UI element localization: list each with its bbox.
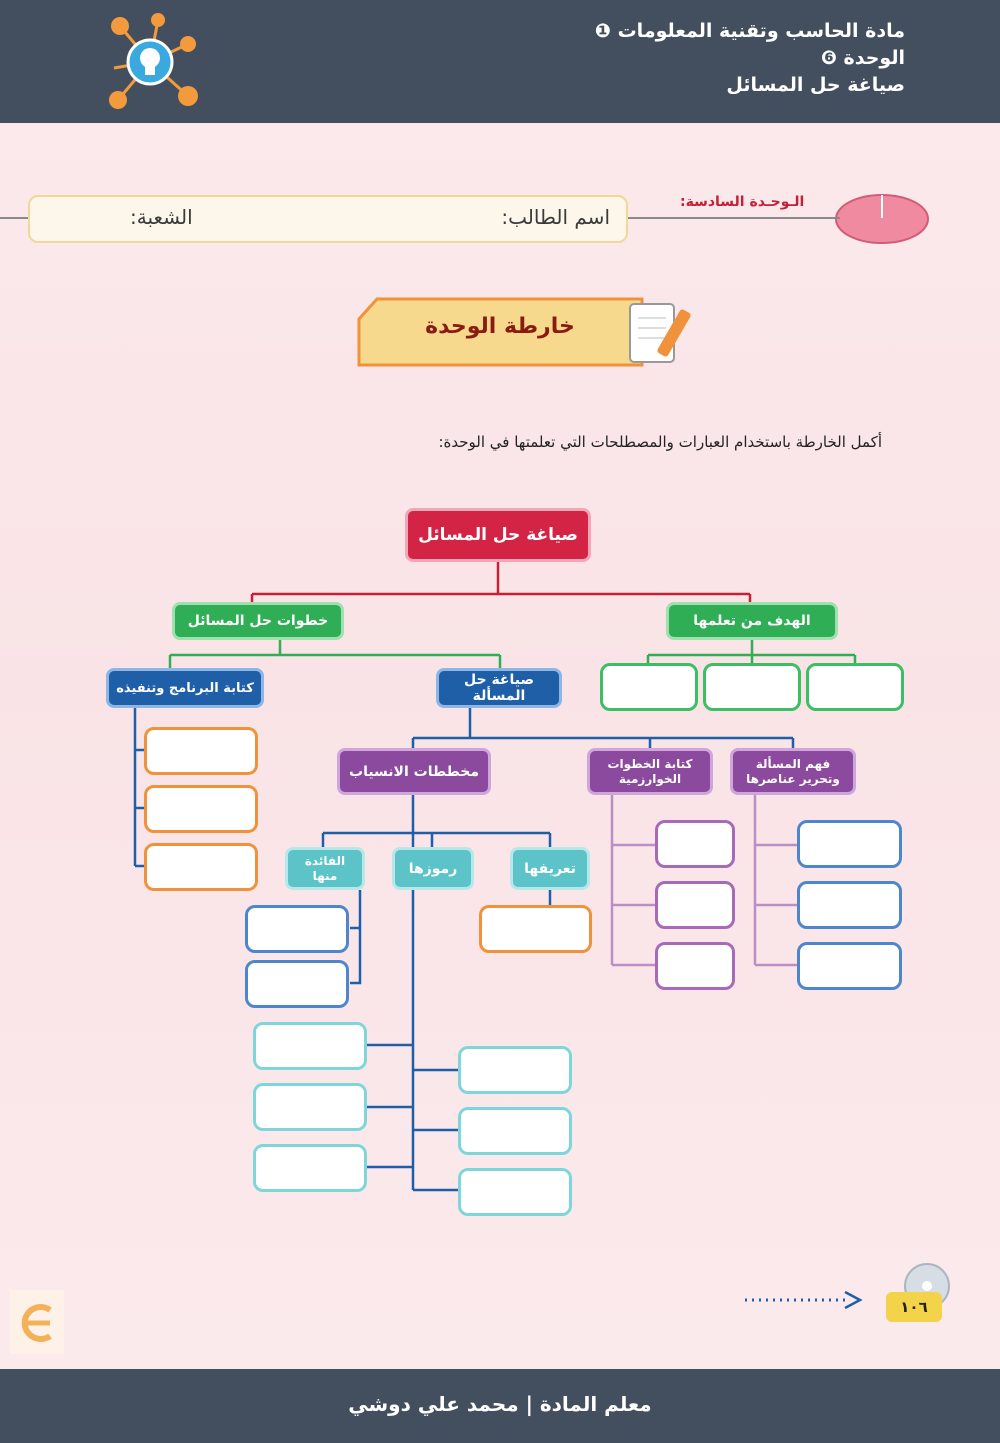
symbols-blank-left-1[interactable] [253,1022,367,1070]
map-symbols-node: رموزها [392,847,474,890]
unit-label: الـوحـدة السادسة: [680,194,805,210]
symbols-blank-right-2[interactable] [458,1107,572,1155]
algorithm-blank-1[interactable] [655,820,735,868]
map-flowchart-node: مخططات الانسياب [337,748,491,795]
publisher-logo-icon [10,1290,64,1354]
map-root-node: صياغة حل المسائل [405,508,591,562]
instruction-text: أكمل الخارطة باستخدام العبارات والمصطلحات التي تعلمتها في الوحدة: [438,433,882,451]
unit-title: الوحدة ❻ [820,47,905,69]
definition-blank[interactable] [479,905,592,953]
map-write-program-node: كتابة البرنامج وتنفيذه [106,668,264,708]
understand-blank-2[interactable] [797,881,902,929]
symbols-blank-left-2[interactable] [253,1083,367,1131]
map-benefit-node: الفائدة منها [285,847,365,890]
student-name-field[interactable]: اسم الطالب: [501,205,610,229]
goal-blank-3[interactable] [600,663,698,711]
subject-title: مادة الحاسب وتقنية المعلومات ❶ [594,20,905,42]
program-blank-3[interactable] [144,843,258,891]
goal-blank-1[interactable] [806,663,904,711]
understand-blank-1[interactable] [797,820,902,868]
algorithm-blank-3[interactable] [655,942,735,990]
map-steps-node: خطوات حل المسائل [172,602,344,640]
section-field[interactable]: الشعبة: [130,205,193,229]
symbols-blank-right-1[interactable] [458,1046,572,1094]
program-blank-1[interactable] [144,727,258,775]
benefit-blank-1[interactable] [245,905,349,953]
page-number: ١٠٦ [886,1292,942,1322]
symbols-blank-left-3[interactable] [253,1144,367,1192]
map-title: خارطة الوحدة [425,314,575,339]
map-goal-node: الهدف من تعلمها [666,602,838,640]
goal-blank-2[interactable] [703,663,801,711]
page-footer: معلم المادة | محمد علي دوشي [0,1369,1000,1443]
map-definition-node: تعريفها [510,847,590,890]
algorithm-blank-2[interactable] [655,881,735,929]
symbols-blank-right-3[interactable] [458,1168,572,1216]
benefit-blank-2[interactable] [245,960,349,1008]
understand-blank-3[interactable] [797,942,902,990]
lesson-title: صياغة حل المسائل [726,74,905,96]
map-understand-node: فهم المسألة وتحرير عناصرها [730,748,856,795]
map-algorithm-node: كتابة الخطوات الخوارزمية [587,748,713,795]
map-formulate-node: صياغة حل المسألة [436,668,562,708]
program-blank-2[interactable] [144,785,258,833]
